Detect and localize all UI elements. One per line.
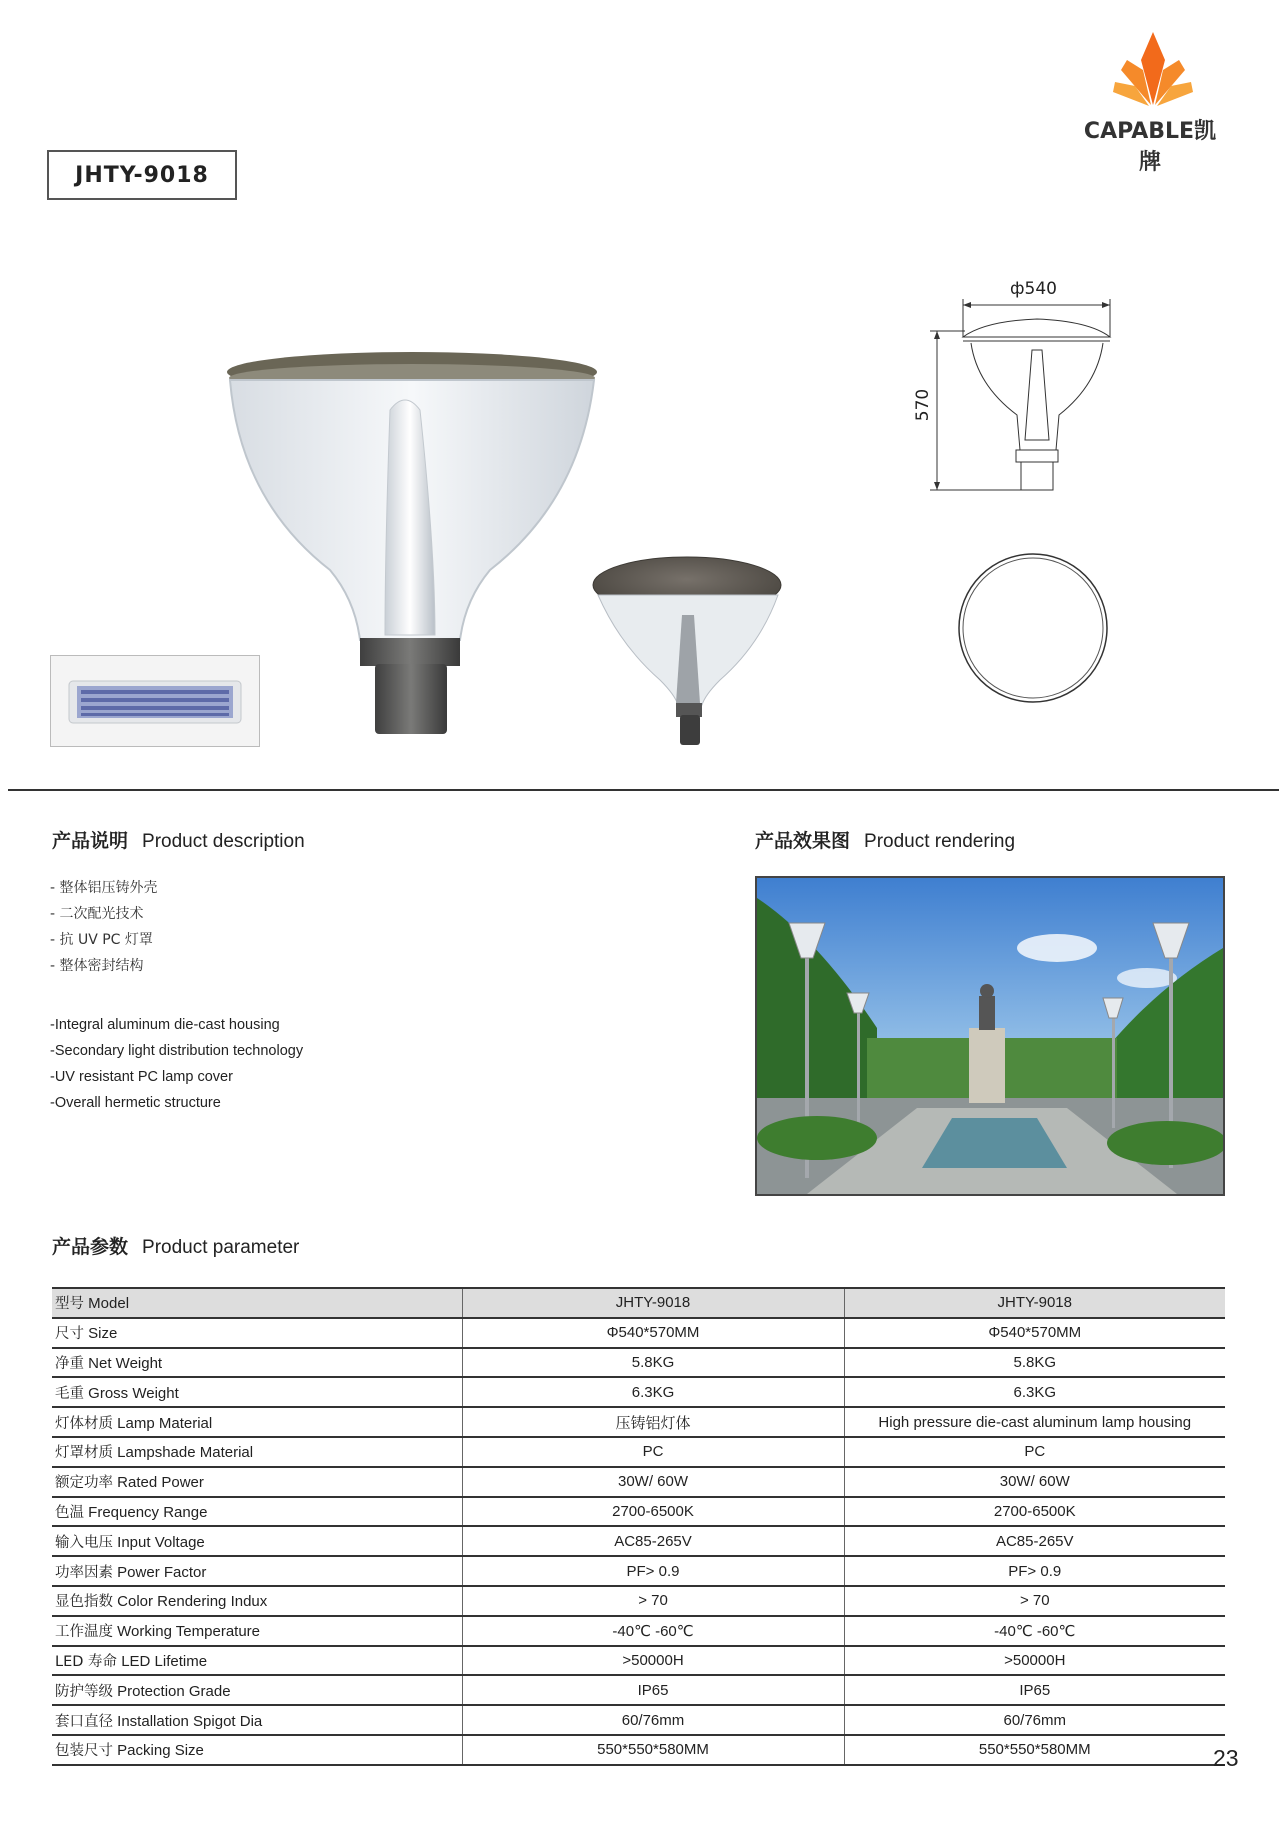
parameter-value: Φ540*570MM [844, 1318, 1225, 1348]
description-item-zh: - 整体铝压铸外壳 [50, 880, 158, 896]
description-title-zh: 产品说明 [52, 830, 129, 852]
table-row [52, 1437, 1225, 1467]
parameter-value: -40℃ -60℃ [462, 1616, 844, 1646]
description-list-zh [50, 875, 158, 979]
parameter-label-en: Protection Grade [117, 1682, 231, 1700]
parameter-value: >50000H [462, 1646, 844, 1676]
parameter-value: 5.8KG [844, 1348, 1225, 1378]
parameter-value: 30W/ 60W [462, 1467, 844, 1497]
description-item-en: -UV resistant PC lamp cover [50, 1069, 233, 1085]
parameter-label-zh: 防护等级 [55, 1683, 113, 1700]
table-row [52, 1675, 1225, 1705]
parameter-label-zh: 色温 [55, 1504, 84, 1521]
height-label: 570 [913, 388, 934, 422]
parameter-label-zh: 包装尺寸 [55, 1743, 113, 1760]
parameter-value: AC85-265V [844, 1526, 1225, 1556]
parameter-value: 550*550*580MM [462, 1735, 844, 1765]
parameter-label [52, 1705, 462, 1735]
parameter-value: -40℃ -60℃ [844, 1616, 1225, 1646]
parameter-label-en: Input Voltage [117, 1533, 205, 1551]
parameter-value: PF> 0.9 [844, 1556, 1225, 1586]
parameter-label-en: Model [88, 1295, 130, 1313]
parameter-value: > 70 [462, 1586, 844, 1616]
parameter-value: JHTY-9018 [844, 1288, 1225, 1318]
brand-logo-mark-icon [1113, 30, 1193, 110]
parameter-table [52, 1287, 1225, 1766]
rendering-title-zh: 产品效果图 [755, 830, 851, 852]
parameter-label-zh: 灯罩材质 [55, 1445, 113, 1462]
parameter-title-zh: 产品参数 [52, 1236, 129, 1258]
parameter-label-zh: 尺寸 [55, 1326, 84, 1343]
rendering-title-en: Product rendering [864, 831, 1016, 852]
parameter-value: Φ540*570MM [462, 1318, 844, 1348]
led-module-photo [50, 655, 260, 747]
parameter-label [52, 1467, 462, 1497]
parameter-value: 6.3KG [462, 1377, 844, 1407]
parameter-label [52, 1377, 462, 1407]
parameter-label-zh: 净重 [55, 1355, 84, 1372]
parameter-label [52, 1288, 462, 1318]
parameter-label-en: Power Factor [117, 1563, 207, 1581]
parameter-value: AC85-265V [462, 1526, 844, 1556]
table-row [52, 1526, 1225, 1556]
technical-drawing-side [913, 275, 1125, 510]
description-title [52, 826, 305, 853]
product-photo-small [590, 555, 790, 760]
parameter-value: 6.3KG [844, 1377, 1225, 1407]
parameter-label-en: Size [88, 1325, 118, 1343]
brand-name: CAPABLE [1083, 119, 1195, 144]
parameter-label-en: Lamp Material [117, 1414, 213, 1432]
description-item-en: -Secondary light distribution technology [50, 1043, 304, 1059]
rendering-title [755, 826, 1015, 853]
parameter-value: PC [462, 1437, 844, 1467]
table-row [52, 1556, 1225, 1586]
page-number: 23 [1213, 1745, 1239, 1771]
parameter-label-zh: LED 寿命 [55, 1653, 118, 1670]
parameter-label [52, 1526, 462, 1556]
description-item-en: -Integral aluminum die-cast housing [50, 1017, 280, 1033]
parameter-label [52, 1318, 462, 1348]
parameter-label-zh: 灯体材质 [55, 1415, 113, 1432]
parameter-value: High pressure die-cast aluminum lamp housing [844, 1407, 1225, 1437]
description-item-zh: - 抗 UV PC 灯罩 [50, 932, 153, 948]
parameter-value: IP65 [844, 1675, 1225, 1705]
parameter-label-zh: 显色指数 [55, 1594, 113, 1611]
parameter-value: JHTY-9018 [462, 1288, 844, 1318]
parameter-label-en: Working Temperature [117, 1623, 261, 1641]
brand-name-zh: 凯牌 [1138, 119, 1217, 175]
parameter-label-zh: 毛重 [55, 1385, 84, 1402]
parameter-value: IP65 [462, 1675, 844, 1705]
parameter-label-en: Packing Size [117, 1742, 204, 1760]
parameter-value: >50000H [844, 1646, 1225, 1676]
parameter-label-en: Rated Power [117, 1474, 204, 1492]
table-row [52, 1646, 1225, 1676]
parameter-label [52, 1616, 462, 1646]
technical-drawing-top [955, 550, 1115, 715]
table-row [52, 1288, 1225, 1318]
table-row [52, 1377, 1225, 1407]
parameter-value: > 70 [844, 1586, 1225, 1616]
table-row [52, 1735, 1225, 1765]
parameter-title [52, 1232, 299, 1259]
parameter-label [52, 1675, 462, 1705]
description-title-en: Product description [142, 831, 305, 852]
parameter-label-en: Net Weight [88, 1354, 163, 1372]
description-list-en [50, 1012, 303, 1116]
table-row [52, 1497, 1225, 1527]
parameter-label-en: LED Lifetime [121, 1652, 208, 1670]
diameter-label: ф540 [1010, 279, 1057, 299]
parameter-label [52, 1556, 462, 1586]
parameter-value: 2700-6500K [462, 1497, 844, 1527]
table-row [52, 1586, 1225, 1616]
parameter-label-en: Installation Spigot Dia [117, 1712, 263, 1730]
parameter-label-zh: 额定功率 [55, 1475, 113, 1492]
section-divider [8, 789, 1279, 791]
parameter-label [52, 1586, 462, 1616]
parameter-label [52, 1497, 462, 1527]
table-row [52, 1616, 1225, 1646]
parameter-label-zh: 型号 [55, 1296, 84, 1313]
parameter-label-zh: 工作温度 [55, 1624, 113, 1641]
parameter-title-en: Product parameter [142, 1237, 300, 1258]
parameter-value: 30W/ 60W [844, 1467, 1225, 1497]
description-item-zh: - 二次配光技术 [50, 906, 144, 922]
rendering-image [755, 876, 1225, 1196]
parameter-value: PF> 0.9 [462, 1556, 844, 1586]
table-row [52, 1705, 1225, 1735]
parameter-value: 压铸铝灯体 [462, 1407, 844, 1437]
model-label: JHTY-9018 [47, 150, 237, 200]
parameter-label [52, 1646, 462, 1676]
parameter-label [52, 1735, 462, 1765]
parameter-label-zh: 套口直径 [55, 1713, 113, 1730]
parameter-value: PC [844, 1437, 1225, 1467]
parameter-value: 60/76mm [462, 1705, 844, 1735]
product-photo-large [220, 350, 600, 755]
brand-logo [1075, 30, 1225, 175]
parameter-label-zh: 输入电压 [55, 1534, 113, 1551]
parameter-label-zh: 功率因素 [55, 1564, 113, 1581]
table-row [52, 1407, 1225, 1437]
parameter-label [52, 1407, 462, 1437]
table-row [52, 1318, 1225, 1348]
parameter-value: 550*550*580MM [844, 1735, 1225, 1765]
parameter-label-en: Color Rendering Indux [117, 1593, 268, 1611]
parameter-label-en: Lampshade Material [117, 1444, 254, 1462]
description-item-zh: - 整体密封结构 [50, 958, 144, 974]
table-row [52, 1467, 1225, 1497]
parameter-value: 60/76mm [844, 1705, 1225, 1735]
parameter-value: 5.8KG [462, 1348, 844, 1378]
parameter-label-en: Gross Weight [88, 1384, 179, 1402]
parameter-label-en: Frequency Range [88, 1503, 208, 1521]
parameter-value: 2700-6500K [844, 1497, 1225, 1527]
table-row [52, 1348, 1225, 1378]
parameter-label [52, 1437, 462, 1467]
parameter-label [52, 1348, 462, 1378]
description-item-en: -Overall hermetic structure [50, 1095, 221, 1111]
